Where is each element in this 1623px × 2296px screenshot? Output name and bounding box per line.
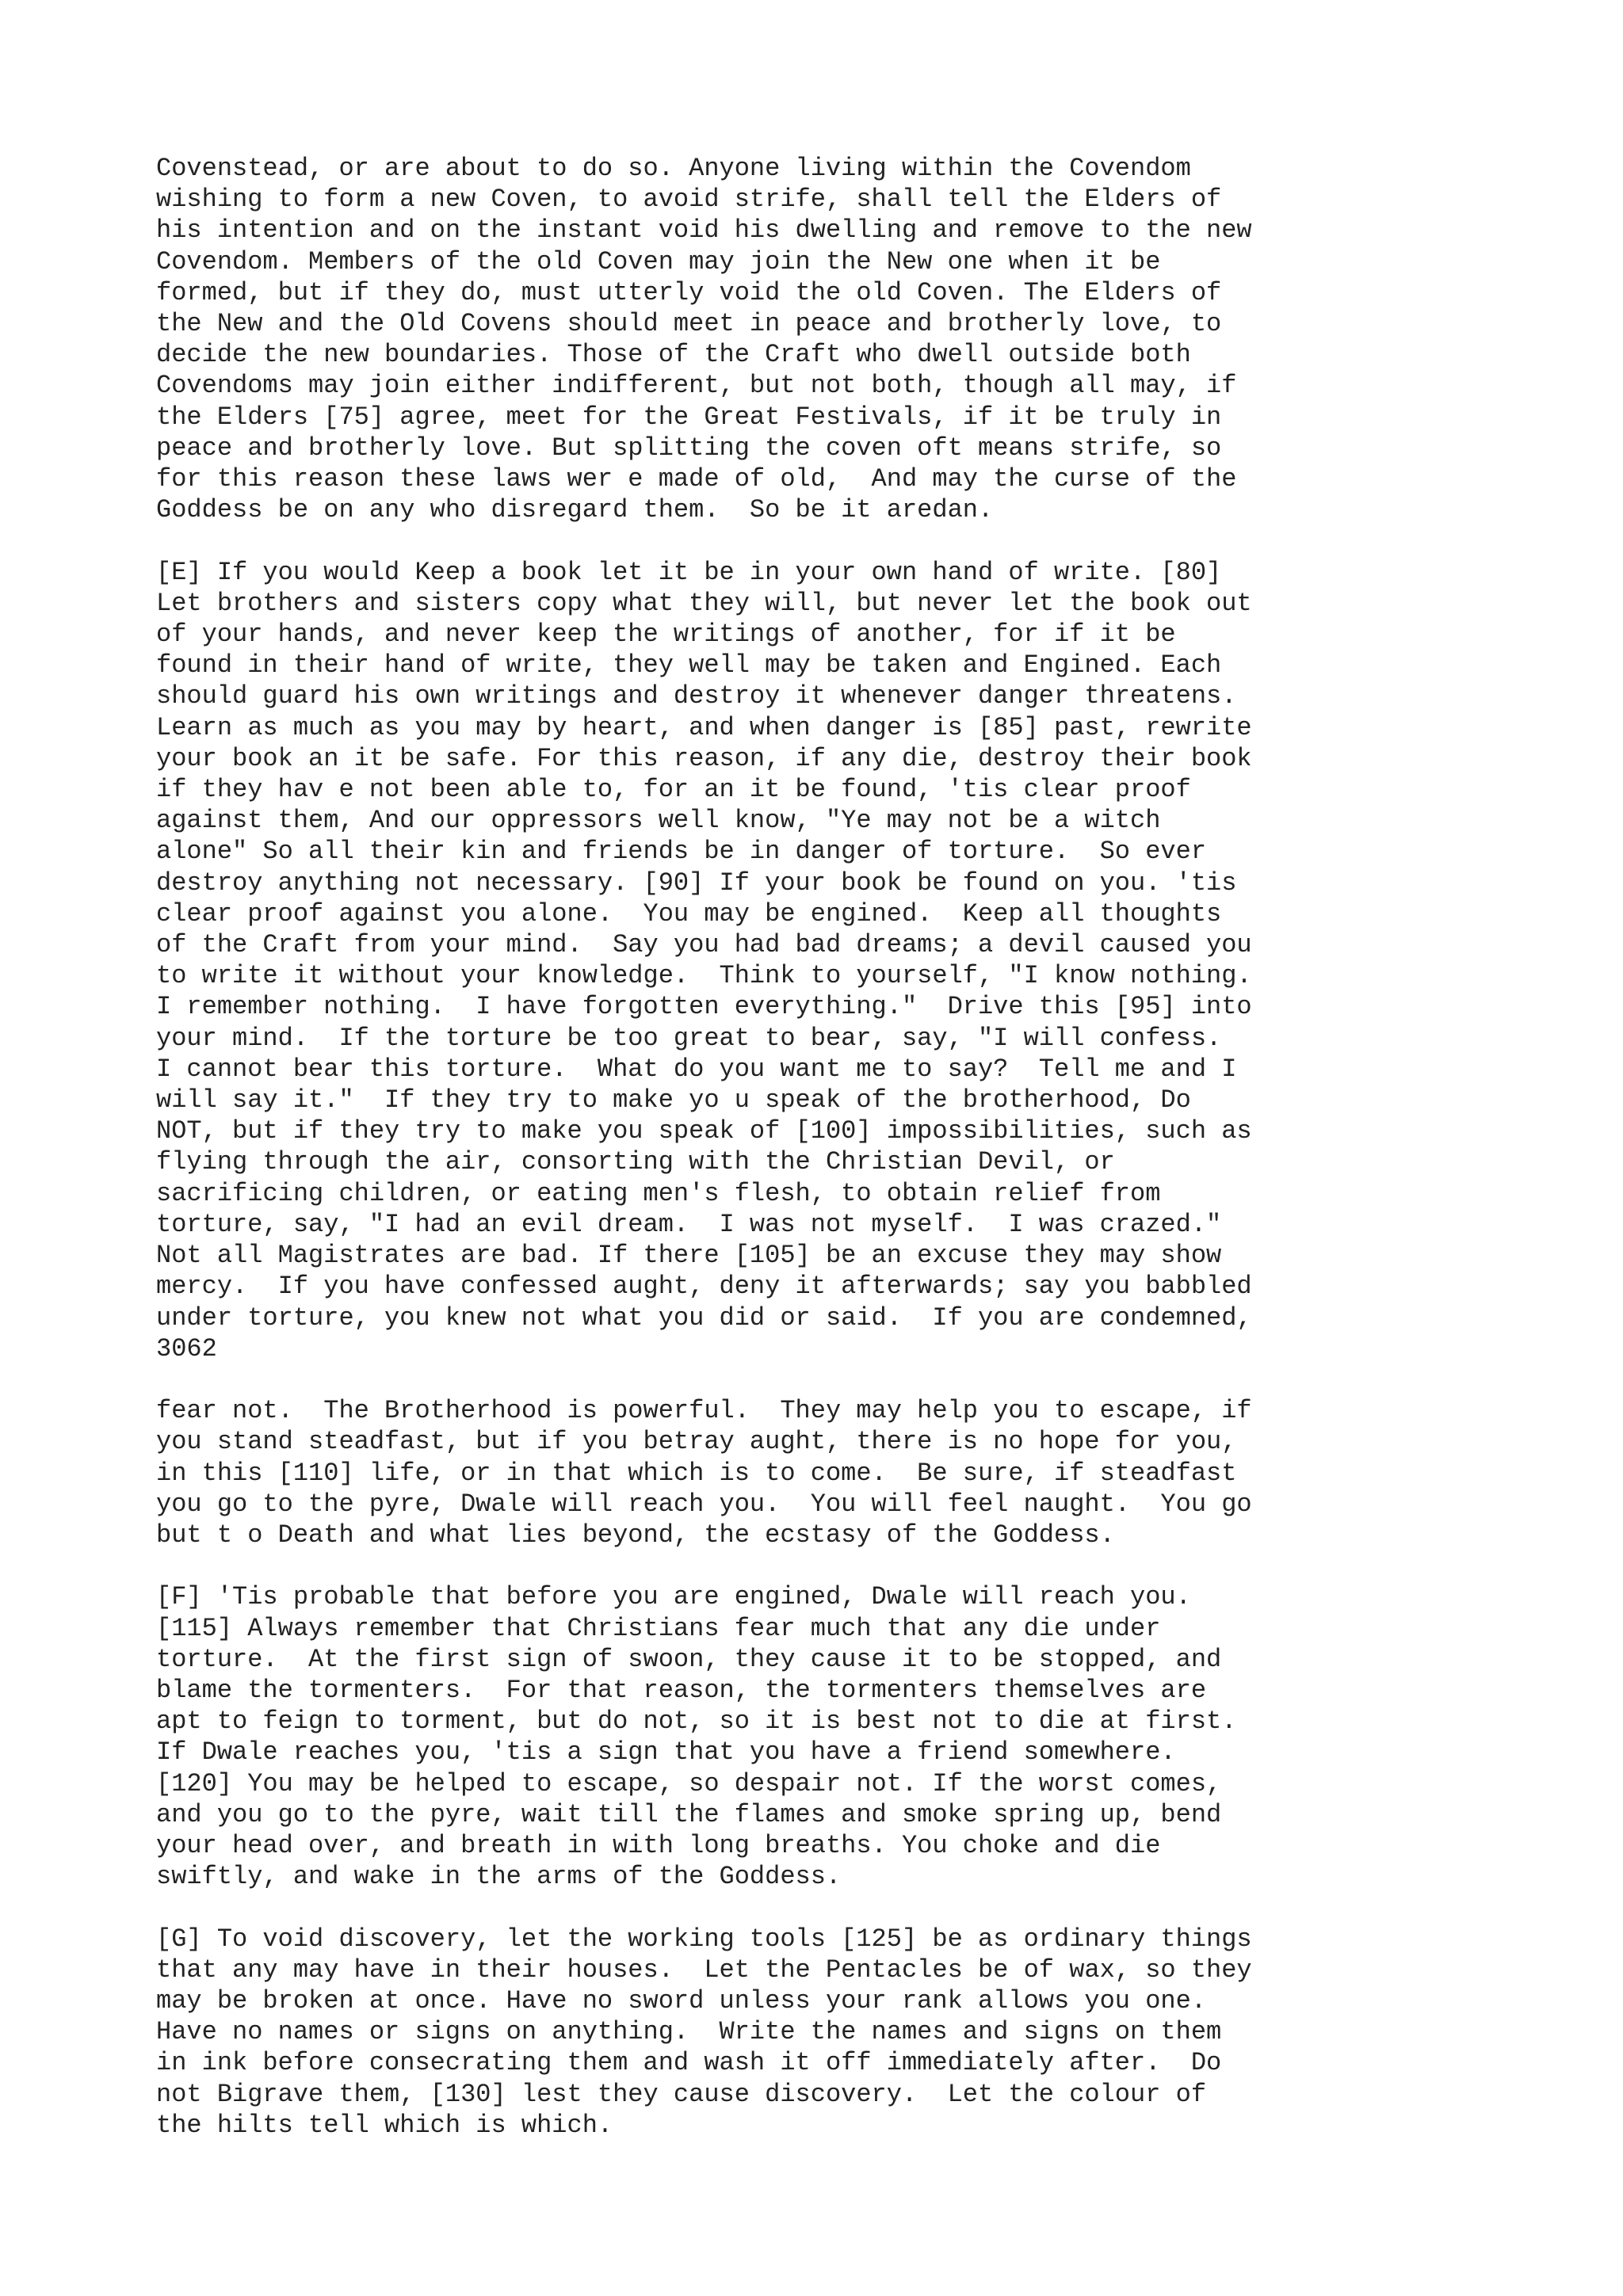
text-line: of your hands, and never keep the writings of another, for if it be xyxy=(156,620,1176,650)
text-line: your book an it be safe. For this reason, if any die, destroy their book xyxy=(156,743,1252,773)
text-line: sacrificing children, or eating men's flesh, to obtain relief from xyxy=(156,1178,1161,1208)
text-line: mercy. If you have confessed aught, deny it afterwards; say you babbled xyxy=(156,1272,1252,1302)
text-line: torture. At the first sign of swoon, they cause it to be stopped, and xyxy=(156,1644,1222,1674)
text-line: Let brothers and sisters copy what they will, but never let the book out xyxy=(156,588,1252,618)
paragraph-brotherhood xyxy=(156,1395,1519,1550)
text-line: Learn as much as you may by heart, and when danger is [85] past, rewrite xyxy=(156,712,1252,742)
text-line: found in their hand of write, they well may be taken and Engined. Each xyxy=(156,650,1222,681)
text-line: the Elders [75] agree, meet for the Great Festivals, if it be truly in xyxy=(156,402,1222,432)
paragraph-covendom xyxy=(156,153,1519,525)
paragraph-gap xyxy=(156,1364,1519,1395)
text-line: If Dwale reaches you, 'tis a sign that you have a friend somewhere. xyxy=(156,1737,1176,1768)
text-line: I cannot bear this torture. What do you want me to say? Tell me and I xyxy=(156,1054,1237,1084)
text-line: to write it without your knowledge. Think to yourself, "I know nothing. xyxy=(156,961,1252,991)
text-line: you go to the pyre, Dwale will reach you. You will feel naught. You go xyxy=(156,1489,1252,1519)
text-line: [G] To void discovery, let the working tools [125] be as ordinary things xyxy=(156,1924,1252,1954)
text-line: flying through the air, consorting with the Christian Devil, or xyxy=(156,1147,1115,1177)
text-line: [E] If you would Keep a book let it be in your own hand of write. [80] xyxy=(156,557,1222,587)
paragraph-section-e xyxy=(156,557,1519,1364)
text-line: peace and brotherly love. But splitting the coven oft means strife, so xyxy=(156,433,1222,463)
text-line: the hilts tell which is which. xyxy=(156,2110,613,2140)
text-line: clear proof against you alone. You may be engined. Keep all thoughts xyxy=(156,898,1222,929)
text-line: [115] Always remember that Christians fear much that any die under xyxy=(156,1613,1161,1643)
text-line: [120] You may be helped to escape, so despair not. If the worst comes, xyxy=(156,1768,1222,1798)
text-line: NOT, but if they try to make you speak of [100] impossibilities, such as xyxy=(156,1116,1252,1146)
paragraph-gap xyxy=(156,1892,1519,1923)
paragraph-section-g xyxy=(156,1924,1519,2141)
text-line: wishing to form a new Coven, to avoid strife, shall tell the Elders of xyxy=(156,185,1222,215)
text-line: Not all Magistrates are bad. If there [105] be an excuse they may show xyxy=(156,1241,1222,1271)
text-line: if they hav e not been able to, for an it be found, 'tis clear proof xyxy=(156,775,1191,805)
text-line: and you go to the pyre, wait till the flames and smoke spring up, bend xyxy=(156,1799,1222,1829)
text-line: his intention and on the instant void his dwelling and remove to the new xyxy=(156,215,1252,246)
paragraph-gap xyxy=(156,1550,1519,1581)
text-line: but t o Death and what lies beyond, the ecstasy of the Goddess. xyxy=(156,1520,1115,1550)
text-line: in this [110] life, or in that which is to come. Be sure, if steadfast xyxy=(156,1458,1237,1488)
text-line: blame the tormenters. For that reason, the tormenters themselves are xyxy=(156,1675,1207,1705)
text-line: Covendoms may join either indifferent, but not both, though all may, if xyxy=(156,371,1237,401)
text-line: of the Craft from your mind. Say you had bad dreams; a devil caused you xyxy=(156,930,1252,960)
text-line: Have no names or signs on anything. Write the names and signs on them xyxy=(156,2017,1222,2047)
text-line: under torture, you knew not what you did or said. If you are condemned, xyxy=(156,1302,1252,1333)
text-line: alone" So all their kin and friends be in danger of torture. So ever xyxy=(156,837,1207,867)
text-line: 3062 xyxy=(156,1333,217,1363)
text-line: swiftly, and wake in the arms of the Goddess. xyxy=(156,1862,842,1892)
text-line: [F] 'Tis probable that before you are engined, Dwale will reach you. xyxy=(156,1582,1191,1612)
text-line: torture, say, "I had an evil dream. I was not myself. I was crazed." xyxy=(156,1209,1222,1239)
text-line: against them, And our oppressors well know, "Ye may not be a witch xyxy=(156,806,1161,836)
text-line: you stand steadfast, but if you betray aught, there is no hope for you, xyxy=(156,1427,1237,1457)
text-line: may be broken at once. Have no sword unless your rank allows you one. xyxy=(156,1985,1207,2016)
text-line: your mind. If the torture be too great to bear, say, "I will confess. xyxy=(156,1023,1222,1053)
text-line: decide the new boundaries. Those of the Craft who dwell outside both xyxy=(156,340,1191,370)
document-page xyxy=(156,153,1519,2141)
text-line: should guard his own writings and destroy it whenever danger threatens. xyxy=(156,681,1237,711)
text-line: apt to feign to torment, but do not, so it is best not to die at first. xyxy=(156,1707,1237,1737)
text-line: Covenstead, or are about to do so. Anyone living within the Covendom xyxy=(156,154,1191,183)
text-line: Goddess be on any who disregard them. So be it aredan. xyxy=(156,495,994,525)
text-line: Covendom. Members of the old Coven may join the New one when it be xyxy=(156,246,1161,277)
text-line: the New and the Old Covens should meet in peace and brotherly love, to xyxy=(156,309,1222,339)
text-line: destroy anything not necessary. [90] If your book be found on you. 'tis xyxy=(156,868,1237,898)
text-line: in ink before consecrating them and wash it off immediately after. Do xyxy=(156,2048,1222,2078)
text-line: for this reason these laws wer e made of old, And may the curse of the xyxy=(156,464,1237,494)
text-line: formed, but if they do, must utterly void the old Coven. The Elders of xyxy=(156,277,1222,307)
paragraph-section-f xyxy=(156,1581,1519,1892)
paragraph-gap xyxy=(156,525,1519,556)
text-line: that any may have in their houses. Let the Pentacles be of wax, so they xyxy=(156,1955,1252,1985)
text-line: I remember nothing. I have forgotten everything." Drive this [95] into xyxy=(156,992,1252,1022)
text-line: not Bigrave them, [130] lest they cause discovery. Let the colour of xyxy=(156,2079,1207,2109)
text-line: fear not. The Brotherhood is powerful. They may help you to escape, if xyxy=(156,1396,1252,1426)
text-line: your head over, and breath in with long breaths. You choke and die xyxy=(156,1830,1161,1860)
text-line: will say it." If they try to make yo u speak of the brotherhood, Do xyxy=(156,1085,1191,1116)
